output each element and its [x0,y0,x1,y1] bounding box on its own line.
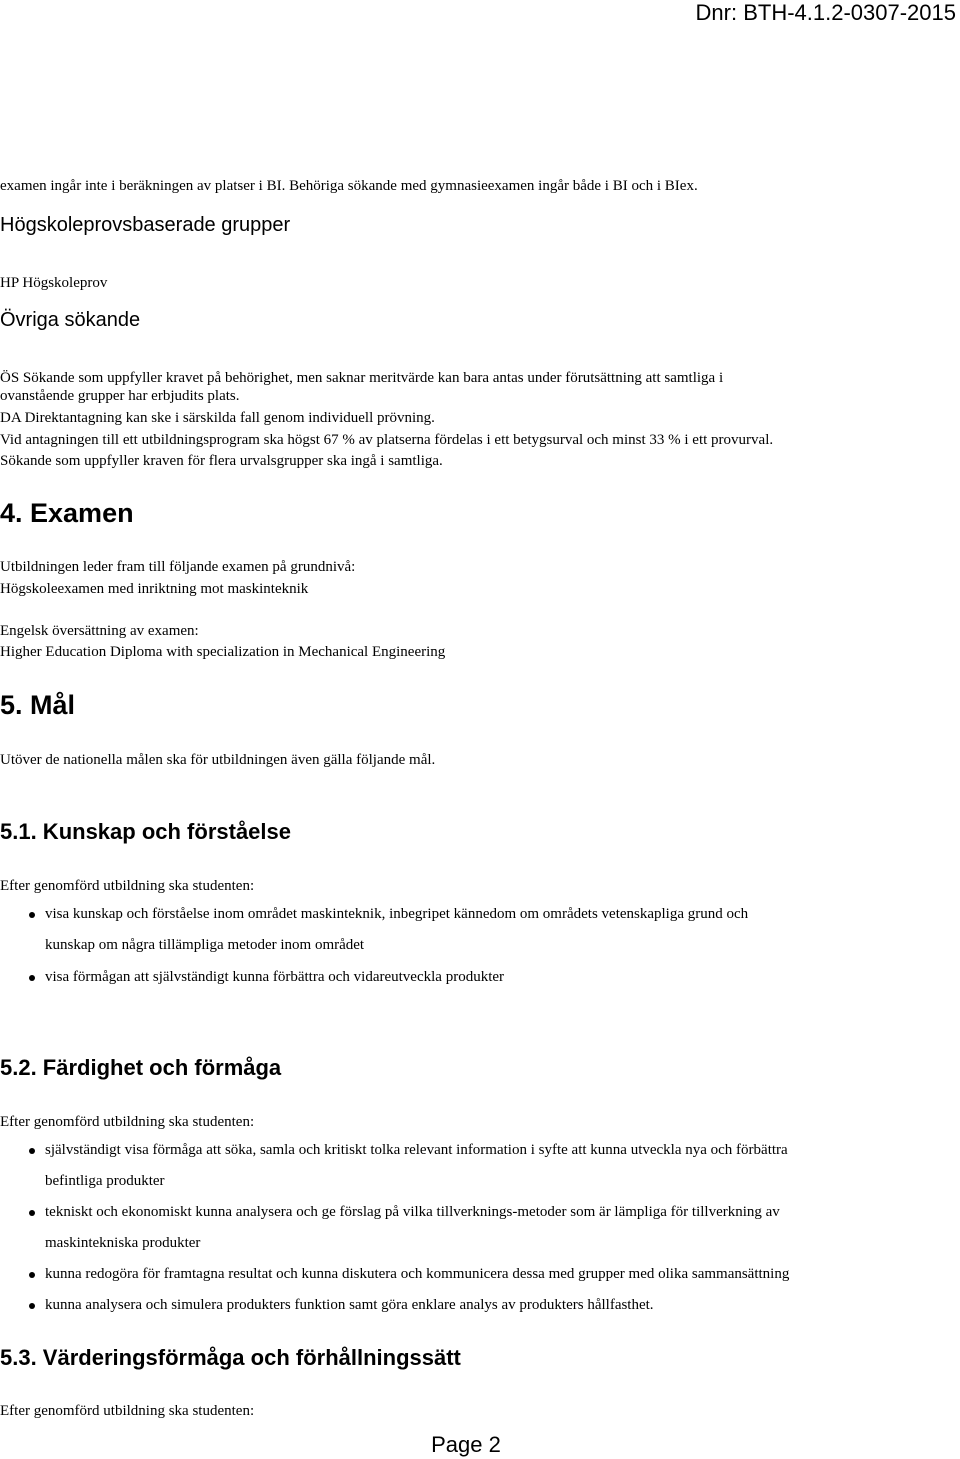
bullet-dot [29,1303,35,1309]
examen-heading: 4. Examen [0,498,134,528]
goals-heading: 5. Mål [0,690,76,720]
english-translation-label: Engelsk översättning av examen: [0,623,199,639]
knowledge-lead: Efter genomförd utbildning ska studenten: [0,878,255,894]
other-section-heading: Övriga sökande [0,309,141,331]
hp-section-heading: Högskoleprovsbaserade grupper [0,214,291,236]
skills-bullet-1-line-2: befintliga produkter [45,1173,165,1189]
knowledge-bullet-1-line-2: kunskap om några tillämpliga metoder inom området [45,937,365,953]
skills-lead: Efter genomförd utbildning ska studenten: [0,1114,255,1130]
multi-group-line: Sökande som uppfyller kraven för flera urvalsgrupper ska ingå i samtliga. [0,453,443,469]
ratio-line: Vid antagningen till ett utbildningsprogram ska högst 67 % av platserna fördelas i ett betygsurval och minst 33 % i ett provurval. [0,432,774,448]
skills-bullet-3-line-1: kunna redogöra för framtagna resultat och kunna diskutera och kommunicera dessa med grupper med olika sammansättning [45,1266,790,1282]
page-number: Page 2 [431,1432,501,1457]
skills-bullet-1-line-1: självständigt visa förmåga att söka, samla och kritiskt tolka relevant information i syfte att kunna utveckla nya och förbättra [45,1142,788,1158]
english-degree: Higher Education Diploma with specialization in Mechanical Engineering [0,644,446,660]
skills-bullet-2-line-1: tekniskt och ekonomiskt kunna analysera och ge förslag på vilka tillverknings-metoder som är lämpliga för tillverkning av [45,1204,780,1220]
intro-line: examen ingår inte i beräkningen av platser i BI. Behöriga sökande med gymnasieexamen ingår både i BI och i BIex. [0,178,698,194]
hp-item: HP Högskoleprov [0,275,108,291]
knowledge-heading: 5.1. Kunskap och förståelse [0,819,291,844]
bullet-dot [29,1148,35,1154]
os-line-2: ovanstående grupper har erbjudits plats. [0,388,240,404]
examen-degree: Högskoleexamen med inriktning mot maskinteknik [0,581,309,597]
skills-bullet-4-line-1: kunna analysera och simulera produkters funktion samt göra enklare analys av produkters hållfasthet. [45,1297,654,1313]
os-line-1: ÖS Sökande som uppfyller kravet på behörighet, men saknar meritvärde kan bara antas under förutsättning att samtliga i [0,370,724,386]
document-number: Dnr: BTH-4.1.2-0307-2015 [695,0,956,25]
bullet-dot [29,912,35,918]
knowledge-bullet-2-line-1: visa förmågan att självständigt kunna förbättra och vidareutveckla produkter [45,969,505,985]
da-line: DA Direktantagning kan ske i särskilda fall genom individuell prövning. [0,410,435,426]
goals-intro: Utöver de nationella målen ska för utbildningen även gälla följande mål. [0,752,436,768]
knowledge-bullet-1-line-1: visa kunskap och förståelse inom området maskinteknik, inbegripet kännedom om områdets vetenskapliga grund och [45,906,749,922]
examen-intro: Utbildningen leder fram till följande examen på grundnivå: [0,559,356,575]
bullet-dot [29,1272,35,1278]
bullet-dot [29,1210,35,1216]
skills-bullet-2-line-2: maskintekniska produkter [45,1235,201,1251]
values-heading: 5.3. Värderingsförmåga och förhållningssätt [0,1345,461,1370]
values-lead: Efter genomförd utbildning ska studenten: [0,1403,255,1419]
skills-heading: 5.2. Färdighet och förmåga [0,1055,282,1080]
bullet-dot [29,975,35,981]
